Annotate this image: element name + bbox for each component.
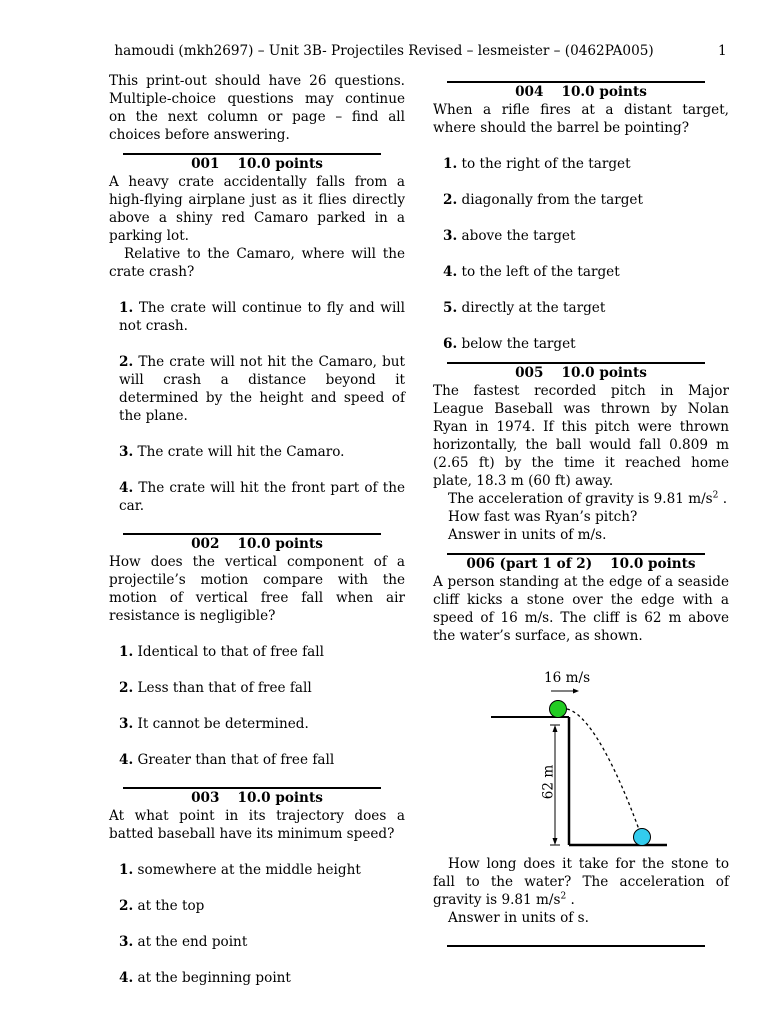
height-arrowhead-bottom	[553, 838, 558, 845]
choice-3[interactable]: 3. It cannot be determined.	[119, 716, 309, 732]
question-number: 006 (part 1 of 2)	[466, 556, 593, 572]
question-text: A person standing at the edge of a seaside cliff kicks a stone over the edge with a speed of 16 m/s. The cliff is 62 m above the water’s surface, as shown.	[433, 574, 729, 644]
choice-2[interactable]: 2. diagonally from the target	[443, 192, 643, 208]
stone-start-ball	[550, 701, 567, 718]
choice-1[interactable]: 1. Identical to that of free fall	[119, 644, 324, 660]
choice-1[interactable]: 1. somewhere at the middle height	[119, 862, 361, 878]
question-001	[109, 155, 405, 515]
question-text: The fastest recorded pitch in Major League Baseball was thrown by Nolan Ryan in 1974. If this pitch were thrown horizontally, the ball would fall 0.809 m (2.65 ft) by the time it reached home plate, 18.3 m (60 ft) away.	[433, 383, 729, 489]
question-text: A heavy crate accidentally falls from a high-flying airplane just as it flies directly above a shiny red Camaro parked in a parking lot.	[109, 174, 405, 244]
choice-2[interactable]: 2. at the top	[119, 898, 205, 914]
choice-4[interactable]: 4. The crate will hit the front part of the car.	[119, 480, 405, 514]
question-points: 10.0 points	[237, 536, 323, 552]
question-header	[109, 535, 405, 553]
question-header	[433, 364, 729, 382]
choice-1[interactable]: 1. to the right of the target	[443, 156, 631, 172]
left-column	[109, 72, 405, 1005]
question-header	[109, 155, 405, 173]
question-header	[433, 83, 729, 101]
choice-6[interactable]: 6. below the target	[443, 336, 576, 352]
choice-3[interactable]: 3. above the target	[443, 228, 576, 244]
question-002	[109, 535, 405, 769]
question-points: 10.0 points	[237, 790, 323, 806]
choice-2[interactable]: 2. The crate will not hit the Camaro, but will crash a distance beyond it determined by the height and speed of the plane.	[119, 354, 405, 424]
question-prompt: How long does it take for the stone to fall to the water? The acceleration of gravity is 9.81 $m/s^2$ .	[433, 856, 729, 908]
choice-list	[433, 155, 729, 353]
answer-units: Answer in units of s.	[448, 910, 589, 926]
question-text: How does the vertical component of a projectile’s motion compare with the motion of vertical free fall when air resistance is negligible?	[109, 554, 405, 624]
choice-1[interactable]: 1. The crate will continue to fly and will not crash.	[119, 300, 405, 334]
question-points: 10.0 points	[610, 556, 696, 572]
question-points: 10.0 points	[561, 84, 647, 100]
question-points: 10.0 points	[561, 365, 647, 381]
cliff-figure	[433, 645, 729, 855]
question-number: 003	[191, 790, 220, 806]
choice-3[interactable]: 3. at the end point	[119, 934, 248, 950]
trajectory-path	[567, 709, 641, 835]
question-005	[433, 364, 729, 544]
question-divider	[447, 945, 705, 947]
question-text: When a rifle fires at a distant target, where should the barrel be pointing?	[433, 102, 729, 136]
question-header	[109, 789, 405, 807]
choice-4[interactable]: 4. at the beginning point	[119, 970, 291, 986]
question-text: At what point in its trajectory does a batted baseball have its minimum speed?	[109, 808, 405, 842]
velocity-arrowhead	[573, 689, 579, 694]
choice-2[interactable]: 2. Less than that of free fall	[119, 680, 312, 696]
choice-3[interactable]: 3. The crate will hit the Camaro.	[119, 444, 345, 460]
page-header: hamoudi (mkh2697) – Unit 3B- Projectiles Revised – lesmeister – (0462PA005)	[114, 43, 654, 59]
choice-4[interactable]: 4. Greater than that of free fall	[119, 752, 335, 768]
stone-end-ball	[634, 829, 651, 846]
choice-5[interactable]: 5. directly at the target	[443, 300, 606, 316]
height-arrowhead-top	[553, 725, 558, 732]
question-003	[109, 789, 405, 987]
question-004	[433, 83, 729, 353]
intro-text: This print-out should have 26 questions. Multiple-choice questions may continue on the next column or page – find all choices before answering.	[109, 73, 405, 143]
question-number: 004	[515, 84, 544, 100]
choice-list	[109, 861, 405, 987]
right-column	[433, 72, 729, 947]
answer-units: Answer in units of m/s.	[448, 527, 607, 543]
height-label: 62 m	[540, 764, 557, 800]
choice-list	[109, 299, 405, 515]
gravity-note: The acceleration of gravity is 9.81 $m/s^2$ .	[448, 490, 728, 507]
question-number: 005	[515, 365, 544, 381]
question-number: 002	[191, 536, 220, 552]
question-006	[433, 555, 729, 927]
question-prompt: How fast was Ryan’s pitch?	[448, 509, 638, 525]
choice-list	[109, 643, 405, 769]
page-number: 1	[718, 43, 727, 59]
choice-4[interactable]: 4. to the left of the target	[443, 264, 620, 280]
question-header	[433, 555, 729, 573]
question-points: 10.0 points	[237, 156, 323, 172]
question-number: 001	[191, 156, 220, 172]
speed-label: 16 m/s	[544, 670, 591, 686]
question-prompt: Relative to the Camaro, where will the crate crash?	[109, 246, 405, 280]
